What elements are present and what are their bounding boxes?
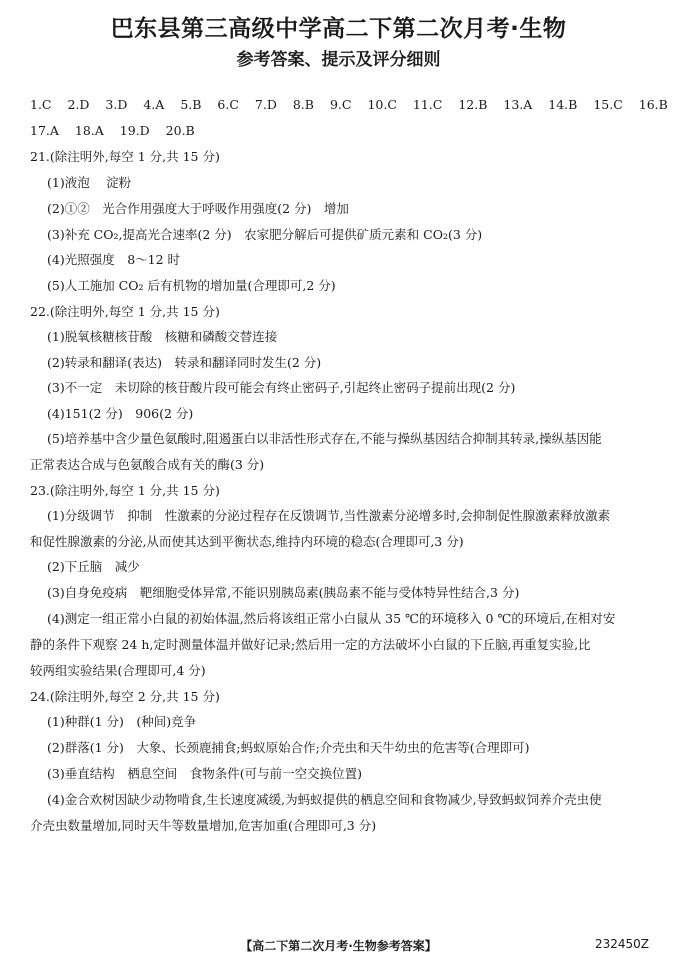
mc-answer: 7.D [254,97,277,112]
mc-answer: 4.A [143,97,165,112]
mc-answer: 16.B [638,97,668,112]
q24-answer-4: (4)金合欢树因缺少动物啃食,生长速度减缓,为蚂蚁提供的栖息空间和食物减少,导致蚂蚁饲养介壳虫使 [47,792,602,807]
q21-answer-4: (4)光照强度 8～12 时 [47,252,181,267]
q21-header: 21.(除注明外,每空 1 分,共 15 分) [30,149,220,164]
mc-answer: 6.C [217,97,239,112]
mc-answer: 13.A [503,97,533,112]
q23-answer-2: (2)下丘脑 减少 [47,559,140,574]
footer-label: 【高二下第二次月考·生物参考答案】 [240,939,437,953]
q22-answer-4: (4)151(2 分) 906(2 分) [47,406,194,421]
q23-answer-1-cont: 和促性腺激素的分泌,从而使其达到平衡状态,维持内环境的稳态(合理即可,3 分) [30,534,464,549]
mc-answer: 8.B [292,97,314,112]
q22-answer-1: (1)脱氧核糖核苷酸 核糖和磷酸交替连接 [47,329,278,344]
mc-answer: 14.B [548,97,578,112]
mc-answers-row-1 [30,97,677,113]
q24-answer-4-cont: 介壳虫数量增加,同时天牛等数量增加,危害加重(合理即可,3 分) [30,818,377,833]
page-title: 巴东县第三高级中学高二下第二次月考·生物 [110,16,567,42]
q21-answer-3: (3)补充 CO₂,提高光合速率(2 分) 农家肥分解后可提供矿质元素和 CO₂(3 分) [47,227,483,242]
mc-answer: 12.B [458,97,488,112]
q22-answer-5-cont: 正常表达合成与色氨酸合成有关的酶(3 分) [30,457,265,472]
mc-answer: 2.D [67,97,90,112]
q24-answer-1: (1)种群(1 分) (种间)竞争 [47,714,197,729]
q23-answer-4-cont2: 较两组实验结果(合理即可,4 分) [30,663,206,678]
mc-answer: 20.B [165,123,195,138]
page-subtitle: 参考答案、提示及评分细则 [236,50,441,70]
mc-answer: 18.A [74,123,104,138]
document-code: 232450Z [594,937,649,951]
mc-answer: 5.B [180,97,202,112]
mc-answer: 11.C [412,97,443,112]
mc-answers-row-2 [30,123,207,139]
q24-header: 24.(除注明外,每空 2 分,共 15 分) [30,689,220,704]
q23-header: 23.(除注明外,每空 1 分,共 15 分) [30,483,220,498]
q22-answer-5: (5)培养基中含少量色氨酸时,阻遏蛋白以非活性形式存在,不能与操纵基因结合抑制其转录,操纵基因能 [47,431,602,446]
q24-answer-2: (2)群落(1 分) 大象、长颈鹿捕食;蚂蚁原始合作;介壳虫和天牛幼虫的危害等(合理即可) [47,740,530,755]
q24-answer-3: (3)垂直结构 栖息空间 食物条件(可与前一空交换位置) [47,766,362,781]
q21-answer-2: (2)①② 光合作用强度大于呼吸作用强度(2 分) 增加 [47,201,349,216]
q23-answer-3: (3)自身免疫病 靶细胞受体异常,不能识别胰岛素(胰岛素不能与受体特异性结合,3 分) [47,585,520,600]
q22-answer-2: (2)转录和翻译(表达) 转录和翻译同时发生(2 分) [47,355,322,370]
mc-answer: 10.C [367,97,397,112]
mc-answer: 17.A [30,123,59,138]
mc-answer: 3.D [105,97,128,112]
mc-answer: 15.C [593,97,623,112]
q23-answer-4-cont: 静的条件下观察 24 h,定时测量体温并做好记录;然后用一定的方法破坏小白鼠的下丘脑,再重复实验,比 [30,637,591,652]
q23-answer-4: (4)测定一组正常小白鼠的初始体温,然后将该组正常小白鼠从 35 ℃的环境移入 0 ℃的环境后,在相对安 [47,611,616,626]
q21-answer-1: (1)液泡 淀粉 [47,175,132,190]
q21-answer-5: (5)人工施加 CO₂ 后有机物的增加量(合理即可,2 分) [47,278,336,293]
q22-header: 22.(除注明外,每空 1 分,共 15 分) [30,304,220,319]
mc-answer: 19.D [119,123,150,138]
mc-answer: 9.C [329,97,352,112]
q22-answer-3: (3)不一定 未切除的核苷酸片段可能会有终止密码子,引起终止密码子提前出现(2 分) [47,380,516,395]
q23-answer-1: (1)分级调节 抑制 性激素的分泌过程存在反馈调节,当性激素分泌增多时,会抑制促性腺激素释放激素 [47,508,611,523]
mc-answer: 1.C [30,97,52,112]
